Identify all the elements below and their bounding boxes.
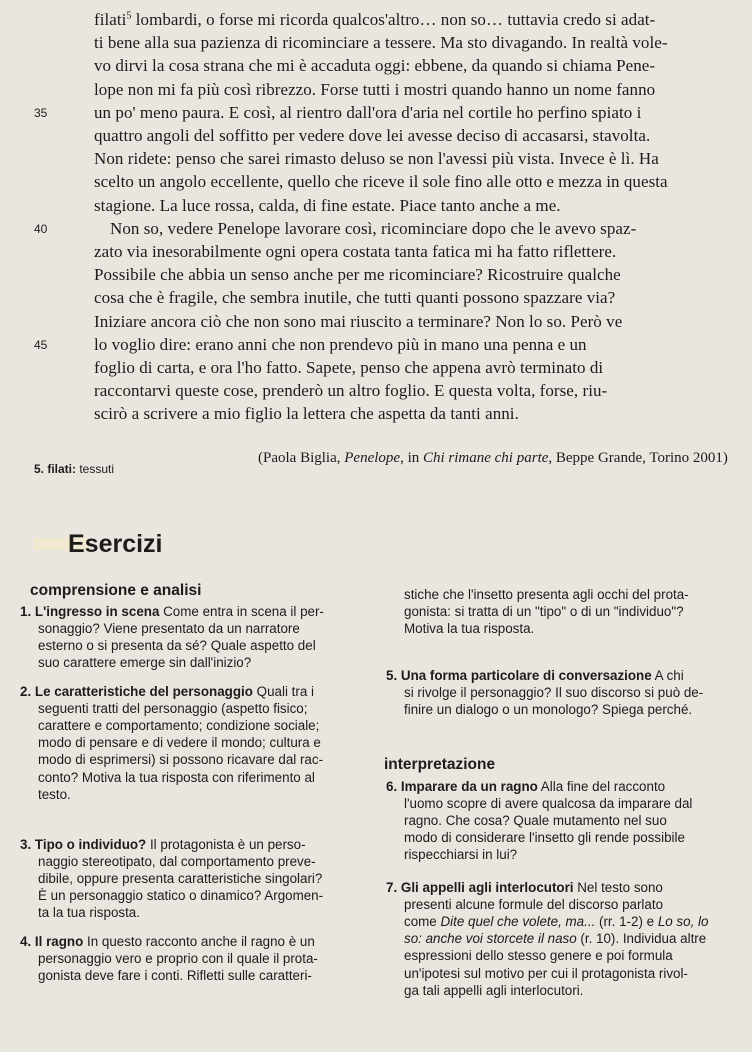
exercise-text: dibile, oppure presenta caratteristiche singolari?: [38, 871, 323, 887]
story-line-text: lo voglio dire: erano anni che non prendevo più in mano una penna e un: [94, 334, 587, 354]
story-line-text: Non so, vedere Penelope lavorare così, ricominciare dopo che le avevo spaz-: [110, 218, 637, 238]
exercise-text: modo di esprimersi) si possono ricavare dal rac-: [38, 752, 324, 768]
exercise-line: [404, 931, 706, 948]
exercise-text: sonaggio? Viene presentato da un narratore: [38, 621, 300, 637]
exercise-text: gonista deve fare i conti. Rifletti sulle caratteri-: [38, 968, 312, 984]
exercise-line: [404, 621, 534, 638]
exercise-line: [404, 604, 684, 621]
exercise-line: [404, 685, 703, 702]
exercise-line: [20, 604, 324, 621]
exercise-line: [404, 813, 667, 830]
exercise-title: Imparare da un ragno: [400, 779, 538, 794]
exercise-title: Le caratteristiche del personaggio: [34, 684, 253, 699]
exercise-text: ta la tua risposta.: [38, 905, 140, 921]
footnote: 5. filati: tessuti: [34, 462, 115, 476]
exercise-text: seguenti tratti del personaggio (aspetto fisico;: [38, 701, 308, 717]
exercise-number: 1.: [20, 604, 32, 619]
exercise-line: [38, 718, 319, 735]
section-heading-comprehension: comprensione e analisi: [30, 582, 202, 599]
exercise-text: finire un dialogo o un monologo? Spiega perché.: [404, 702, 693, 718]
exercise-text: personaggio vero e proprio con il quale il prota-: [38, 951, 318, 967]
story-line-text: scirò a scrivere a mio figlio la lettera che aspetta da tanti anni.: [94, 404, 519, 424]
story-line-text: raccontarvi queste cose, prenderò un altro foglio. E questa volta, forse, riu-: [94, 381, 608, 401]
story-line-text: ti bene alla sua pazienza di ricominciare a tessere. Ma sto divagando. In realtà vole-: [94, 33, 668, 53]
section-heading-interpretation: interpretazione: [384, 756, 496, 773]
text-part: lombardi, o forse mi ricorda qualcos'altro… non so… tuttavia credo si adat-: [131, 10, 656, 29]
text-part: filati: [94, 10, 127, 29]
exercise-line: [20, 934, 315, 951]
exercise-line: [38, 752, 323, 769]
exercise-line: [20, 684, 314, 701]
exercise-line: [404, 914, 708, 931]
story-line-text: zato via inesorabilmente ogni opera costata tanta fatica mi ha fatto riflettere.: [94, 242, 617, 261]
story-line-text: un po' meno paura. E così, al rientro dall'ora d'aria nel cortile ho perfino spiato i: [94, 102, 642, 122]
exercise-text: carattere e comportamento; condizione sociale;: [38, 718, 320, 734]
exercise-line: [386, 779, 665, 796]
exercise-text: Alla fine del racconto: [537, 779, 666, 794]
exercise-number: 3.: [20, 837, 32, 852]
exercise-line: [404, 983, 583, 1000]
exercise-text: (rr. 1-2) e: [595, 914, 658, 930]
exercise-line: [38, 951, 318, 968]
line-number: 40: [34, 221, 48, 236]
exercise-line: [38, 655, 251, 672]
story-line-text: vo dirvi la cosa strana che mi è accaduta oggi: ebbene, da quando si chiama Pene-: [94, 56, 656, 76]
exercise-line: [38, 638, 316, 655]
exercise-number: 6.: [386, 779, 398, 794]
exercise-line: [38, 701, 307, 718]
exercise-line: [38, 854, 316, 871]
line-number: 45: [34, 337, 48, 352]
exercise-text: Il protagonista è un perso-: [146, 837, 306, 852]
exercise-line: [404, 897, 663, 914]
exercise-line: [404, 702, 692, 719]
story-line-text: Iniziare ancora ciò che non sono mai riuscito a terminare? Non lo so. Però ve: [94, 311, 623, 331]
quoted-expression: Dite quel che volete, ma...: [440, 914, 596, 930]
exercise-line: [38, 621, 300, 638]
story-line-text: stagione. La luce rossa, calda, di fine estate. Piace tanto anche a me.: [94, 195, 561, 215]
exercise-text: Quali tra i: [252, 684, 314, 699]
exercise-number: 4.: [20, 934, 32, 949]
exercise-line: [386, 668, 684, 685]
exercise-text: In questo racconto anche il ragno è un: [83, 934, 315, 949]
line-number: 35: [34, 105, 48, 120]
exercise-text: testo.: [38, 786, 71, 802]
story-line-text: quattro angoli del soffitto per vedere dove lei avesse deciso di accasarsi, stavolta.: [94, 126, 651, 145]
story-line-text: scelto un angolo eccellente, quello che riceve il sole fino alle otto e mezza in questa: [94, 172, 668, 192]
exercise-text: Motiva la tua risposta.: [404, 621, 535, 637]
footnote-ref: 5: [126, 10, 132, 22]
exercise-text: un'ipotesi sul motivo per cui il protagonista rivol-: [404, 965, 688, 981]
story-line-text: lope non mi fa più così ribrezzo. Forse tutti i mostri quando hanno un nome fanno: [94, 79, 656, 99]
exercise-line: [404, 966, 688, 983]
exercise-text: conto? Motiva la tua risposta con riferimento al: [38, 769, 315, 785]
exercise-text: rispecchiarsi in lui?: [404, 847, 518, 863]
exercise-line: [38, 888, 323, 905]
exercise-line: [38, 735, 321, 752]
exercise-line: [404, 796, 692, 813]
exercise-line: [38, 770, 315, 787]
exercise-line: [404, 948, 673, 965]
story-line-text: Possibile che abbia un senso anche per me ricominciare? Ricostruire qualche: [94, 265, 621, 285]
exercise-text: gonista: si tratta di un "tipo" o di un "individuo"?: [404, 604, 684, 620]
citation: (Paola Biglia, Penelope, in Chi rimane chi parte, Beppe Grande, Torino 2001): [258, 450, 728, 466]
story-line-text: [94, 10, 655, 30]
story-line-text: foglio di carta, e ora l'ho fatto. Sapete, penso che appena avrò terminato di: [94, 358, 604, 377]
exercise-title: Gli appelli agli interlocutori: [400, 880, 574, 895]
exercise-title: L'ingresso in scena: [34, 604, 160, 619]
exercise-text: come: [404, 914, 441, 930]
exercise-text: A chi: [651, 668, 684, 683]
quoted-expression: Lo so, lo: [657, 914, 709, 930]
exercise-text: espressioni dello stesso genere e poi formula: [404, 948, 673, 964]
exercise-line: [38, 787, 71, 804]
exercise-line: [38, 871, 322, 888]
exercise-line: [38, 968, 312, 985]
exercise-line: [404, 587, 689, 604]
exercise-line: [20, 837, 306, 854]
exercise-text: l'uomo scopre di avere qualcosa da imparare dal: [404, 796, 693, 812]
exercise-title: Tipo o individuo?: [34, 837, 147, 852]
exercise-text: ragno. Che cosa? Quale mutamento nel suo: [404, 813, 667, 829]
exercise-text: suo carattere emerge sin dall'inizio?: [38, 655, 252, 671]
exercise-number: 7.: [386, 880, 398, 895]
exercise-title: Il ragno: [34, 934, 84, 949]
exercise-line: [404, 847, 517, 864]
exercise-text: È un personaggio statico o dinamico? Argomen-: [38, 888, 324, 904]
exercise-number: 2.: [20, 684, 32, 699]
quoted-expression: so: anche voi storcete il naso: [404, 931, 577, 947]
exercise-text: (r. 10). Individua altre: [576, 931, 707, 947]
story-line-text: cosa che è fragile, che sembra inutile, che tutti quanti possono spazzare via?: [94, 288, 616, 308]
exercise-text: modo di pensare e di vedere il mondo; cultura e: [38, 735, 321, 751]
story-line-text: Non ridete: penso che sarei rimasto deluso se non l'avessi più vista. Invece è lì. Ha: [94, 149, 659, 169]
exercise-line: [38, 905, 140, 922]
exercise-text: presenti alcune formule del discorso parlato: [404, 897, 664, 913]
exercise-line: [386, 880, 663, 897]
exercise-text: ga tali appelli agli interlocutori.: [404, 982, 584, 998]
exercises-title: Esercizi: [68, 530, 163, 558]
exercise-text: Come entra in scena il per-: [159, 604, 324, 619]
exercise-text: stiche che l'insetto presenta agli occhi del prota-: [404, 587, 689, 602]
exercise-text: si rivolge il personaggio? Il suo discorso si può de-: [404, 685, 704, 701]
exercise-line: [404, 830, 685, 847]
exercise-text: Nel testo sono: [573, 880, 663, 895]
exercise-text: naggio stereotipato, dal comportamento preve-: [38, 854, 316, 870]
exercise-text: esterno o si presenta da sé? Quale aspetto del: [38, 638, 316, 654]
exercise-number: 5.: [386, 668, 398, 683]
exercise-title: Una forma particolare di conversazione: [400, 668, 652, 683]
exercise-text: modo di considerare l'insetto gli rende possibile: [404, 830, 685, 846]
